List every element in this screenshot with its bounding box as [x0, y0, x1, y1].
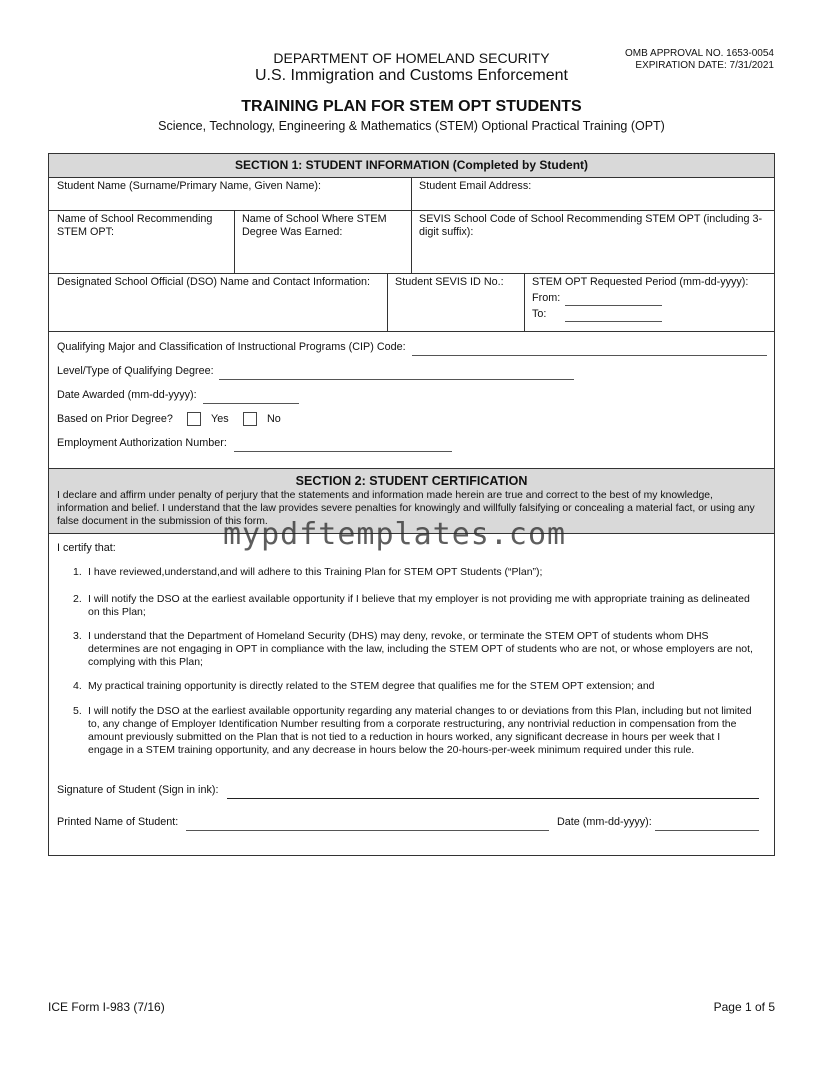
omb-info	[625, 48, 774, 72]
yes-label: Yes	[211, 413, 229, 425]
watermark: mypdftemplates.com	[223, 517, 567, 552]
divider	[49, 331, 774, 332]
school-recommending-label: Name of School Recommending STEM OPT:	[57, 213, 213, 238]
divider	[49, 273, 774, 274]
divider	[524, 273, 525, 331]
list-item	[73, 593, 753, 619]
school-degree-label: Name of School Where STEM Degree Was Earned:	[242, 213, 387, 238]
signature-field[interactable]	[227, 798, 759, 799]
item-text: I will notify the DSO at the earliest available opportunity if I believe that my employer is not providing me with appropriate training as delineated on this Plan;	[88, 593, 750, 618]
declaration-text: I declare and affirm under penalty of perjury that the statements and information made herein are true and correct to the best of my knowledge, information and belief. I understand that the law provides severe penalties for knowingly and willfully falsifying or concealing a material fact, or using any false document in the submission of this form.	[57, 490, 755, 527]
degree-level-label: Level/Type of Qualifying Degree:	[57, 365, 214, 377]
list-item	[73, 630, 753, 669]
item-number: 4.	[73, 680, 82, 692]
section1-heading: SECTION 1: STUDENT INFORMATION (Completed by Student)	[49, 154, 774, 178]
from-label: From:	[532, 292, 561, 304]
item-text: My practical training opportunity is directly related to the STEM degree that qualifies me for the STEM OPT extension; and	[88, 680, 655, 692]
sub-agency-name: U.S. Immigration and Customs Enforcement	[254, 67, 568, 84]
omb-approval: OMB APPROVAL NO. 1653-0054	[625, 48, 774, 59]
date-awarded-field[interactable]	[203, 403, 299, 404]
agency-name: DEPARTMENT OF HOMELAND SECURITY	[273, 50, 550, 66]
ead-label: Employment Authorization Number:	[57, 437, 227, 449]
major-cip-label: Qualifying Major and Classification of Instructional Programs (CIP) Code:	[57, 341, 406, 353]
sevis-school-code-label: SEVIS School Code of School Recommending STEM OPT (including 3-digit suffix):	[419, 213, 763, 238]
requested-period-label: STEM OPT Requested Period (mm-dd-yyyy):	[532, 276, 749, 288]
to-label: To:	[532, 308, 547, 320]
to-date-field[interactable]	[565, 321, 662, 322]
form-body	[48, 153, 775, 856]
from-date-field[interactable]	[565, 305, 662, 306]
section2-heading: SECTION 2: STUDENT CERTIFICATION	[295, 474, 528, 488]
divider	[234, 210, 235, 273]
item-number: 5.	[73, 705, 82, 717]
expiration-date: EXPIRATION DATE: 7/31/2021	[635, 60, 774, 71]
date-awarded-label: Date Awarded (mm-dd-yyyy):	[57, 389, 197, 401]
item-number: 1.	[73, 566, 82, 578]
form-id: ICE Form I-983 (7/16)	[48, 1000, 165, 1014]
item-text: I understand that the Department of Homeland Security (DHS) may deny, revoke, or terminate the STEM OPT of students whom DHS determines are not engaging in OPT in compliance with the law, including the STEM OPT of students who are not, or whose employers are not, complying with this Plan;	[88, 630, 753, 668]
list-item	[73, 566, 753, 579]
degree-level-field[interactable]	[219, 379, 574, 380]
signature-date-field[interactable]	[655, 830, 759, 831]
date-label: Date (mm-dd-yyyy):	[557, 816, 652, 828]
printed-name-label: Printed Name of Student:	[57, 816, 179, 828]
page-number: Page 1 of 5	[713, 1000, 775, 1014]
major-cip-field[interactable]	[412, 355, 767, 356]
certify-intro: I certify that:	[57, 542, 116, 554]
no-checkbox[interactable]	[243, 412, 257, 426]
divider	[411, 178, 412, 210]
no-label: No	[267, 413, 281, 425]
yes-checkbox[interactable]	[187, 412, 201, 426]
form-subtitle: Science, Technology, Engineering & Mathematics (STEM) Optional Practical Training (OPT)	[158, 119, 665, 133]
student-name-label: Student Name (Surname/Primary Name, Given Name):	[57, 180, 322, 192]
item-text: I have reviewed,understand,and will adhere to this Training Plan for STEM OPT Students (“Plan”);	[88, 566, 543, 578]
divider	[411, 210, 412, 273]
item-text: I will notify the DSO at the earliest available opportunity regarding any material changes to or deviations from this Plan, including but not limited to, any change of Employer Identification Number resulting from a corporate restructuring, any nontrivial reduction in compensation from the amount previously submitted on the Plan that is not tied to a reduction in hours worked, any significant decrease in hours per week that I engage in a STEM training opportunity, and any decrease in hours below the 20-hours-per-week minimum required under this rule.	[88, 705, 752, 756]
student-email-label: Student Email Address:	[419, 180, 532, 192]
prior-degree-label: Based on Prior Degree?	[57, 413, 173, 425]
sevis-id-label: Student SEVIS ID No.:	[395, 276, 504, 288]
item-number: 2.	[73, 593, 82, 605]
ead-field[interactable]	[234, 451, 452, 452]
printed-name-field[interactable]	[186, 830, 549, 831]
item-number: 3.	[73, 630, 82, 642]
dso-label: Designated School Official (DSO) Name and Contact Information:	[57, 276, 371, 288]
divider	[387, 273, 388, 331]
signature-label: Signature of Student (Sign in ink):	[57, 784, 219, 796]
form-title: TRAINING PLAN FOR STEM OPT STUDENTS	[241, 98, 582, 115]
list-item	[73, 705, 753, 757]
list-item	[73, 680, 753, 693]
